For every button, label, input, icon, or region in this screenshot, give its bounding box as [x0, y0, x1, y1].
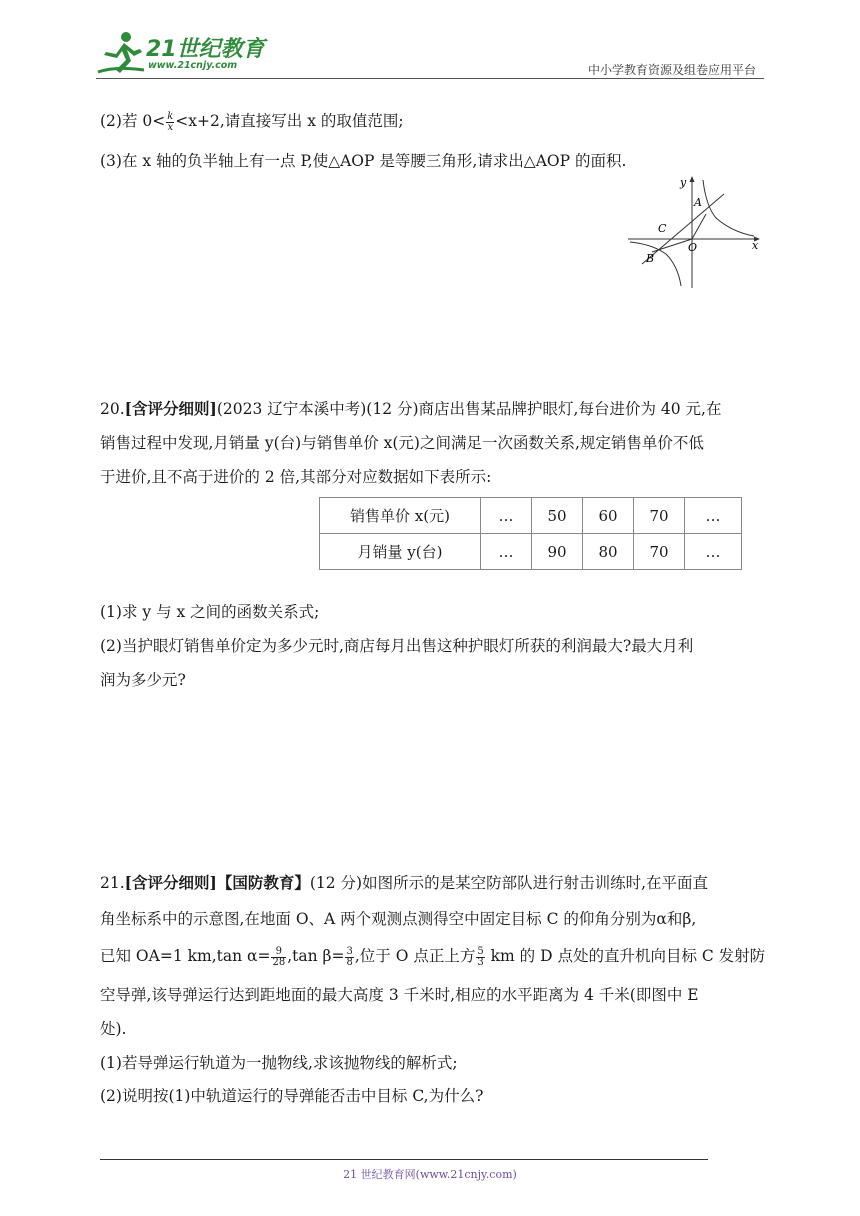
q21-line1-rest: (12 分)如图所示的是某空防部队进行射击训练时,在平面直 [309, 874, 709, 892]
table-cell: 月销量 y(台) [320, 534, 481, 570]
q21-line1 [100, 872, 708, 894]
table-cell: 90 [532, 534, 583, 570]
header-slogan: 中小学教育资源及组卷应用平台 [587, 63, 756, 77]
height-fraction [476, 947, 484, 968]
hyperbola-branch-left [630, 242, 681, 286]
logo-url: www.21cnjy.com [148, 60, 238, 71]
footer-divider [100, 1159, 708, 1160]
table-cell: 70 [634, 498, 685, 534]
q20-line1 [100, 398, 721, 420]
table-cell: 80 [583, 534, 634, 570]
tan-alpha-fraction [271, 947, 286, 968]
q20-number: 20. [100, 400, 125, 418]
runner-icon [96, 30, 146, 76]
q21-line3-b: ,tan β= [287, 947, 345, 965]
segment-oa [692, 214, 706, 239]
label-a: A [694, 196, 702, 209]
label-b: B [646, 252, 655, 265]
table-cell: 50 [532, 498, 583, 534]
label-c: C [658, 222, 667, 235]
site-logo[interactable] [96, 30, 266, 78]
q20-tag: [含评分细则] [124, 399, 217, 418]
fraction-numerator: 5 [477, 945, 484, 957]
fraction-denominator: x [167, 121, 174, 133]
fraction-numerator: 3 [346, 945, 353, 957]
q20-data-table [319, 497, 742, 570]
q21-line4: 空导弹,该导弹运行达到距地面的最大高度 3 千米时,相应的水平距离为 4 千米(即图中 E [100, 986, 699, 1004]
q20-line2: 销售过程中发现,月销量 y(台)与销售单价 x(元)之间满足一次函数关系,规定销售单价不低 [100, 434, 704, 452]
q20-part1: (1)求 y 与 x 之间的函数关系式; [100, 603, 320, 621]
q21-number: 21. [100, 874, 125, 892]
q20-line1-rest: (2023 辽宁本溪中考)(12 分)商店出售某品牌护眼灯,每台进价为 40 元,在 [216, 400, 722, 418]
y-axis-arrow-icon [690, 176, 695, 182]
q19-figure [624, 172, 764, 290]
q21-line3-d: km 的 D 点处的直升机向目标 C 发射防 [485, 947, 766, 965]
segment-ob [652, 239, 692, 252]
header-divider [96, 78, 764, 79]
table-row [320, 534, 742, 570]
q21-line3 [100, 945, 765, 968]
q21-line2: 角坐标系中的示意图,在地面 O、A 两个观测点测得空中固定目标 C 的仰角分别为α和β, [100, 910, 697, 928]
label-o: O [688, 241, 698, 254]
line-ab [642, 194, 724, 264]
q19-part2-pre: (2)若 0< [100, 112, 166, 130]
k-over-x-fraction [166, 112, 174, 133]
table-cell: … [481, 534, 532, 570]
q20-part2-line2: 润为多少元? [100, 671, 186, 689]
table-cell: 70 [634, 534, 685, 570]
q21-tag: [含评分细则] [124, 873, 217, 892]
table-cell: … [481, 498, 532, 534]
footer-link[interactable]: 21 世纪教育网(www.21cnjy.com) [343, 1168, 517, 1181]
q21-line5: 处). [100, 1020, 127, 1038]
hyperbola-branch-right [703, 180, 754, 236]
table-cell: … [685, 534, 742, 570]
table-row [320, 498, 742, 534]
fraction-numerator: 9 [271, 947, 286, 958]
table-cell: 60 [583, 498, 634, 534]
q20-part2-line1: (2)当护眼灯销售单价定为多少元时,商店每月出售这种护眼灯所获的利润最大?最大月利 [100, 637, 694, 655]
q19-part3: (3)在 x 轴的负半轴上有一点 P,使△AOP 是等腰三角形,请求出△AOP 的面积. [100, 152, 627, 170]
q20-line3: 于进价,且不高于进价的 2 倍,其部分对应数据如下表所示: [100, 468, 492, 486]
q19-part2-post: <x+2,请直接写出 x 的取值范围; [175, 112, 404, 130]
logo-text: 21世纪教育 [146, 37, 265, 62]
label-y: y [680, 176, 687, 189]
label-x: x [752, 239, 759, 252]
fraction-denominator: 8 [346, 956, 353, 968]
fraction-denominator: 28 [272, 956, 286, 968]
fraction-denominator: 3 [477, 956, 484, 968]
table-cell: … [685, 498, 742, 534]
q21-part2: (2)说明按(1)中轨道运行的导弹能否击中目标 C,为什么? [100, 1087, 484, 1105]
q19-part2 [100, 110, 404, 133]
q21-part1: (1)若导弹运行轨道为一抛物线,求该抛物线的解析式; [100, 1054, 458, 1072]
tan-beta-fraction [345, 947, 353, 968]
q21-line3-c: ,位于 O 点正上方 [354, 947, 476, 965]
fraction-numerator: k [167, 110, 174, 122]
table-cell: 销售单价 x(元) [320, 498, 481, 534]
q21-tag-defense: 【国防教育】 [216, 873, 310, 892]
q21-line3-a: 已知 OA=1 km,tan α= [100, 947, 271, 965]
